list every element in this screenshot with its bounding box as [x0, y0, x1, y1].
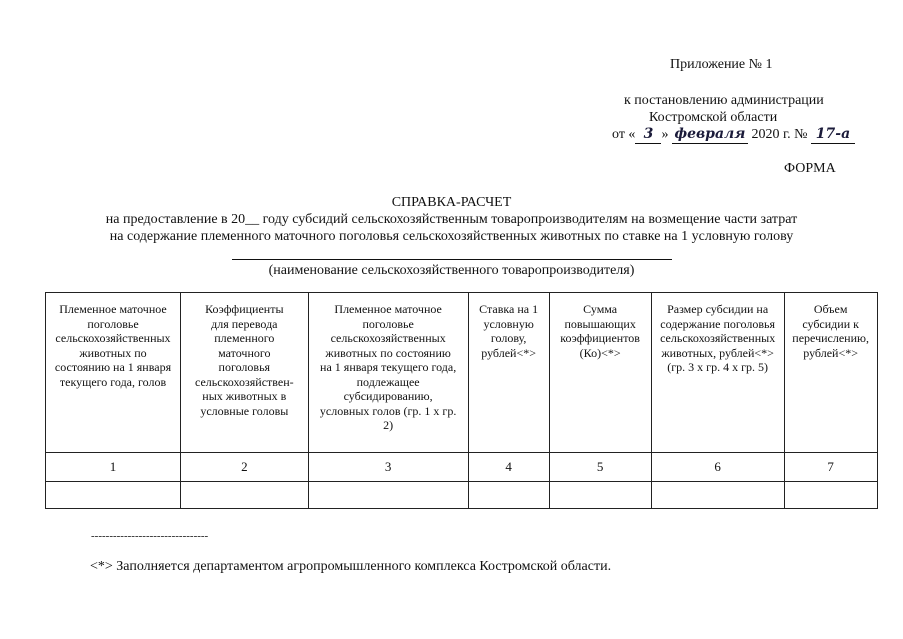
footnote-separator: --------------------------------: [91, 530, 209, 542]
table-cell[interactable]: [549, 482, 651, 509]
form-label: ФОРМА: [784, 161, 836, 176]
column-number: 6: [651, 453, 784, 482]
footnote-text: <*> Заполняется департаментом агропромышленного комплекса Костромской области.: [90, 559, 612, 574]
column-header: [784, 293, 877, 453]
column-header: [46, 293, 181, 453]
table-cell[interactable]: [784, 482, 877, 509]
producer-name-caption: (наименование сельскохозяйственного товаропроизводителя): [268, 263, 635, 278]
column-header-text: Племенное маточное поголовье сельскохозяйственных животных по состоянию на 1 января текущего года, голов: [54, 302, 172, 389]
table-cell[interactable]: [181, 482, 309, 509]
column-header: [181, 293, 309, 453]
table-cell[interactable]: [468, 482, 549, 509]
document-subtitle-line1: на предоставление в 20__ году субсидий сельскохозяйственным товаропроизводителям на возмещение части затрат: [105, 212, 798, 227]
column-header-text: Ставка на 1 условную голову, рублей<*>: [479, 302, 539, 360]
column-header-text: Объем субсидии к перечислению, рублей<*>: [792, 302, 869, 360]
column-number: 5: [549, 453, 651, 482]
decree-reference-line2: Костромской области: [649, 110, 778, 125]
column-number: 2: [181, 453, 309, 482]
decree-prefix: от «: [612, 127, 636, 142]
decree-number: 17-а: [811, 126, 855, 144]
document-subtitle-line2: на содержание племенного маточного поголовья сельскохозяйственных животных по ставке на 1 условную голову: [109, 229, 794, 244]
table-row: [46, 482, 878, 509]
column-number: 7: [784, 453, 877, 482]
table-cell[interactable]: [308, 482, 468, 509]
decree-reference-line1: к постановлению администрации: [624, 93, 824, 108]
column-header: [468, 293, 549, 453]
table-cell[interactable]: [46, 482, 181, 509]
column-number: 4: [468, 453, 549, 482]
column-number: 1: [46, 453, 181, 482]
column-header-text: Сумма повышающих коэффициентов (Ко)<*>: [560, 302, 640, 360]
decree-mid: »: [661, 127, 669, 142]
decree-date-number: [612, 126, 855, 144]
column-header: [549, 293, 651, 453]
appendix-label: Приложение № 1: [670, 57, 773, 72]
producer-name-field[interactable]: [232, 259, 672, 260]
column-header: [651, 293, 784, 453]
column-header: [308, 293, 468, 453]
calculation-table: [45, 292, 878, 509]
document-title: СПРАВКА-РАСЧЕТ: [391, 195, 512, 210]
decree-month: февраля: [672, 126, 748, 144]
column-number-row: [46, 453, 878, 482]
column-header-text: Коэффициенты для перевода племенного маточного поголовья сельскохозяйствен-ных животных в условные головы: [195, 302, 294, 418]
decree-year: 2020 г. №: [751, 127, 808, 142]
table-cell[interactable]: [651, 482, 784, 509]
column-header-text: Племенное маточное поголовье сельскохозяйственных животных по состоянию на 1 января текущего года, подлежащее субсидированию, условных голов (гр. 1 х гр. 2): [319, 302, 457, 432]
column-header-text: Размер субсидии на содержание поголовья сельскохозяйственных животных, рублей<*> (гр. 3 х гр. 4 х гр. 5): [660, 302, 776, 374]
decree-day: 3: [635, 126, 661, 144]
column-number: 3: [308, 453, 468, 482]
table-header-row: [46, 293, 878, 453]
